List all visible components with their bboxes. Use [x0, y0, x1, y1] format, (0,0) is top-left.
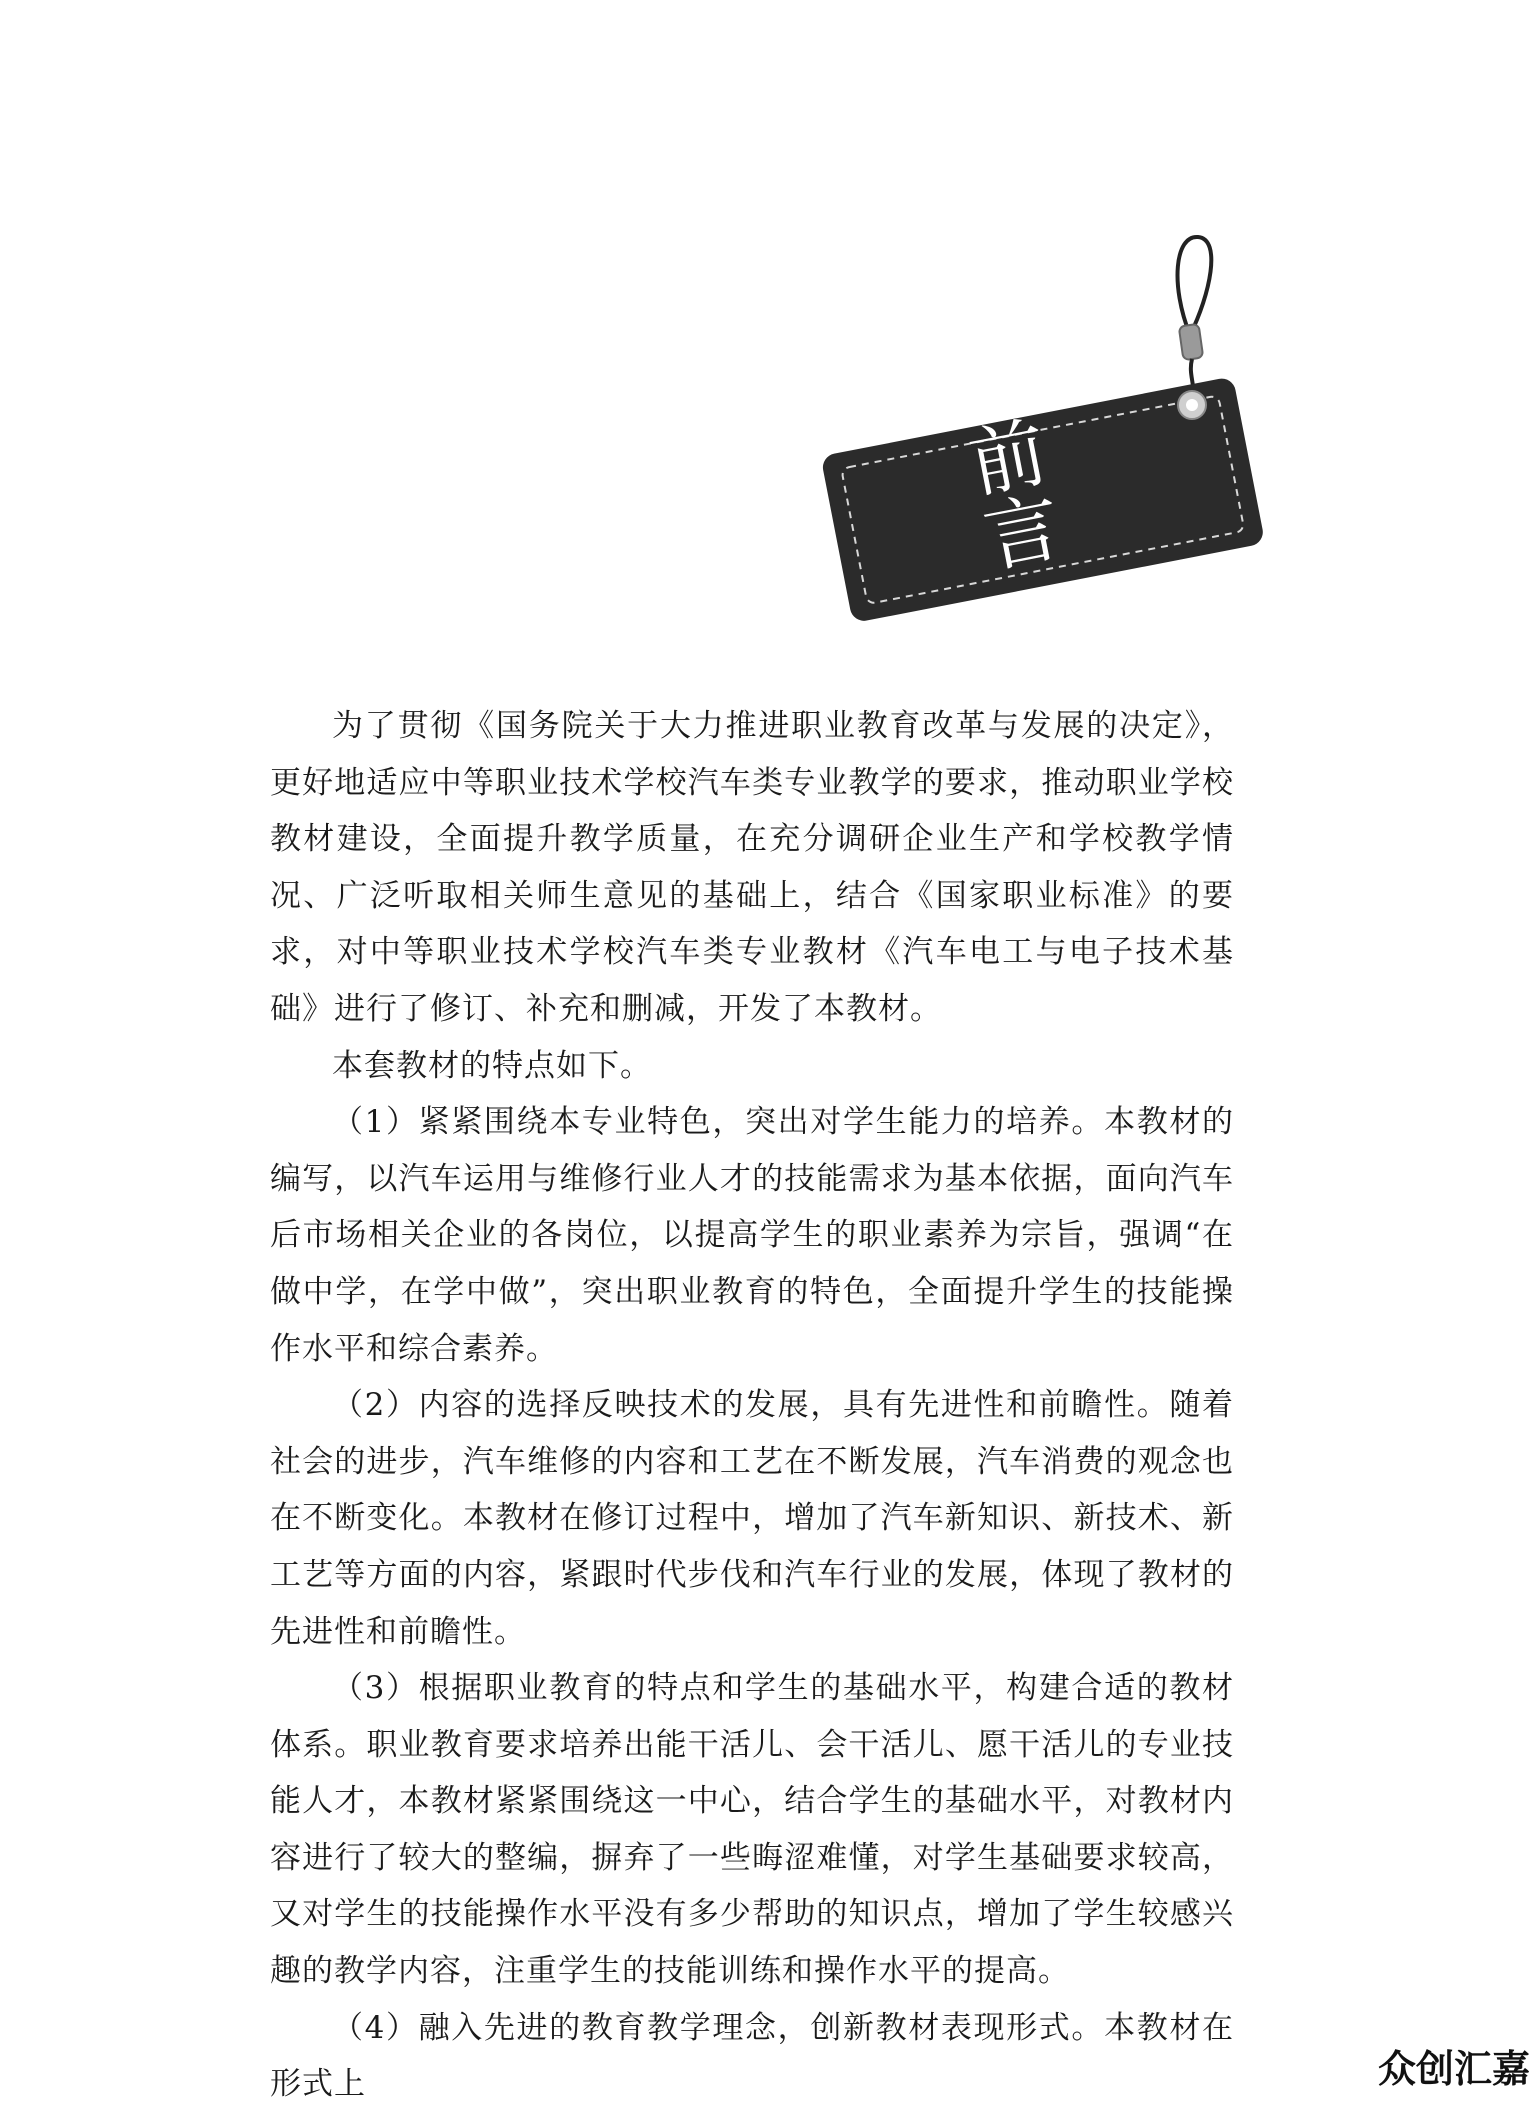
tag-string [1178, 237, 1212, 335]
paragraph: 为了贯彻《国务院关于大力推进职业教育改革与发展的决定》，更好地适应中等职业技术学校汽车类专业教学的要求，推动职业学校教材建设，全面提升教学质量，在充分调研企业生产和学校教学情况、广泛听取相关师生意见的基础上，结合《国家职业标准》的要求，对中等职业技术学校汽车类专业教材《汽车电工与电子技术基础》进行了修订、补充和删减，开发了本教材。 [270, 708, 1234, 1027]
paragraph: （3）根据职业教育的特点和学生的基础水平，构建合适的教材体系。职业教育要求培养出能干活儿、会干活儿、愿干活儿的专业技能人才，本教材紧紧围绕这一中心，结合学生的基础水平，对教材内容进行了较大的整编，摒弃了一些晦涩难懂，对学生基础要求较高，又对学生的技能操作水平没有多少帮助的知识点，增加了学生较感兴趣的教学内容，注重学生的技能训练和操作水平的提高。 [270, 1670, 1234, 1990]
paragraph: （1）紧紧围绕本专业特色，突出对学生能力的培养。本教材的编写，以汽车运用与维修行业人才的技能需求为基本依据，面向汽车后市场相关企业的各岗位，以提高学生的职业素养为宗旨，强调“在做中学，在学中做”，突出职业教育的特色，全面提升学生的技能操作水平和综合素养。 [270, 1104, 1234, 1367]
tag-clasp [1179, 324, 1204, 360]
preface-body [270, 698, 1234, 2113]
page-title: 前 言 [962, 397, 1118, 584]
hanging-tag-graphic [810, 225, 1270, 625]
paragraph: 本套教材的特点如下。 [332, 1047, 652, 1084]
tag-eyelet-hole [1186, 399, 1198, 411]
paragraph: （2）内容的选择反映技术的发展，具有先进性和前瞻性。随着社会的进步，汽车维修的内容和工艺在不断发展，汽车消费的观念也在不断变化。本教材在修订过程中，增加了汽车新知识、新技术、新工艺等方面的内容，紧跟时代步伐和汽车行业的发展，体现了教材的先进性和前瞻性。 [270, 1387, 1234, 1650]
watermark-logo: 众创汇嘉 [1378, 2047, 1530, 2091]
paragraph: （4）融入先进的教育教学理念，创新教材表现形式。本教材在形式上 [270, 2009, 1234, 2103]
